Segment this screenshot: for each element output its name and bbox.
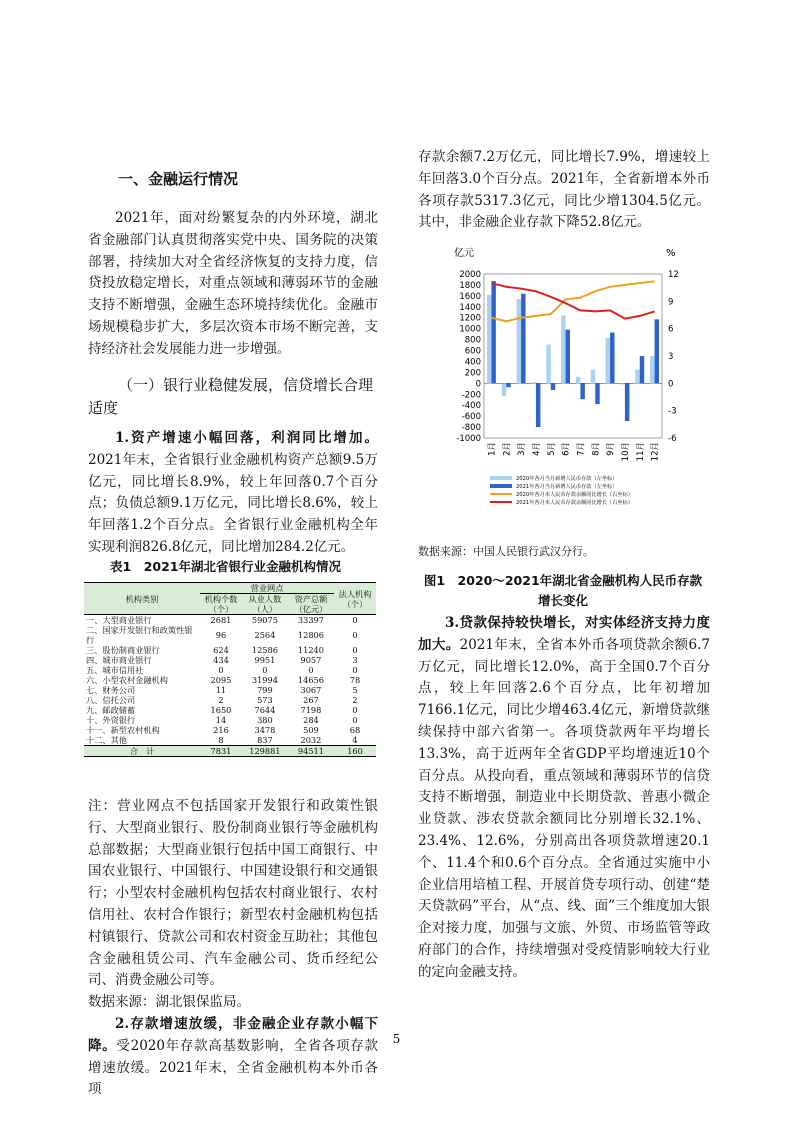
cell-count: 96: [215, 630, 227, 640]
cell-legal: 4: [352, 735, 358, 745]
cell-count: 14: [215, 715, 227, 725]
cell-name: 三、股份制商业银行: [86, 645, 160, 655]
left-tick-label: -200: [461, 390, 481, 401]
para2-body-left: 受2020年存款高基数影响，全省各项存款增速放缓。2021年末，全省金融机构本外币各项: [88, 1037, 378, 1098]
cell-assets: 12806: [297, 630, 324, 640]
table-row: [84, 665, 376, 675]
bar-2021: [640, 356, 644, 383]
x-tick-label: 5月: [546, 442, 557, 456]
cell-legal: 0: [352, 630, 358, 640]
left-tick-label: -1000: [456, 434, 481, 444]
bar-2021: [610, 332, 614, 383]
para3-body: 2021年末，全省本外币各项贷款余额6.7万亿元，同比增长12.0%，高于全国0.7个百分点，较上年回落2.6个百分点，比年初增加7166.1亿元，同比少增463.4亿元，新增贷款继续保持中部六省第一。各项贷款两年平均增长13.3%，高于近两年全省GDP平均增速近10个百分点。从投向看，重点领域和薄弱环节的信贷支持不断增强，制造业中长期贷款、普惠小微企业贷款、涉农贷款余额同比分别增长32.1%、23.4%、12.6%，分别高出各项贷款增速20.1个、11.4个和0.6个百分点。全省通过实施中小企业信用培植工程、开展首贷专项行动、创建“楚天贷款码”平台，从“点、线、面”三个维度加大银企对接力度，加强与文旅、外贸、市场监管等政府部门的合作，持续增强对受疫情影响较大行业的定向金融支持。: [418, 636, 711, 980]
x-tick-label: 12月: [650, 442, 661, 462]
x-tick-label: 2月: [502, 442, 513, 456]
bar-2020: [502, 383, 506, 396]
cell-count: 216: [213, 725, 229, 735]
bar-2021: [551, 383, 555, 390]
chart-source: 数据来源：中国人民银行武汉分行。: [418, 545, 594, 558]
deposit-chart: [440, 240, 700, 530]
table-note: 注：营业网点不包括国家开发银行和政策性银行、大型商业银行、股份制商业银行等金融机构总部数据；大型商业银行包括中国工商银行、中国农业银行、中国银行、中国建设银行和交通银行；小型农村金融机构包括农村商业银行、农村信用社、农村合作银行；新型农村金融机构包括村镇银行、贷款公司和农村资金互助社；其他包含金融租赁公司、汽车金融公司、货币经纪公司、消费金融公司等。: [88, 798, 378, 989]
th-group: 营业网点: [200, 583, 334, 594]
bar-2020: [487, 295, 491, 384]
legend-label: 2020年各月当月新增人民币存款（左坐标）: [516, 476, 618, 482]
cell-assets: 94511: [288, 746, 334, 757]
right-tick-label: 12: [668, 270, 679, 280]
bar-2020: [591, 370, 595, 384]
cell-name: 十二、其他: [86, 735, 127, 745]
cell-staff: 380: [257, 715, 273, 725]
right-tick-label: 6: [668, 324, 674, 335]
right-tick-label: -6: [668, 434, 677, 444]
cell-staff: 9951: [254, 655, 276, 665]
cell-name: 十一、新型农村机构: [86, 725, 160, 735]
table-note-block: [88, 796, 378, 1101]
intro-paragraph: 2021年，面对纷繁复杂的内外环境，湖北省金融部门认真贯彻落实党中央、国务院的决策部署，持续加大对全省经济恢复的支持力度，信贷投放稳定增长，对重点领域和薄弱环节的金融支持不断增强，金融生态环境持续优化。金融市场规模稳步扩大，多层次资本市场不断完善，支持经济社会发展能力进一步增强。: [88, 210, 378, 357]
para3-head: 3.贷款保持较快增长，对实体经济支持力度加大。: [418, 615, 710, 653]
deposit-chart-svg: [440, 240, 700, 530]
bar-2020: [561, 316, 565, 384]
left-tick-label: 2000: [459, 270, 481, 280]
cell-name: 五、城市信用社: [86, 665, 144, 675]
cell-legal: 2: [352, 695, 358, 705]
legend-swatch: [490, 476, 512, 480]
th-count: 机构个数（个）: [200, 594, 242, 615]
cell-staff: 59075: [251, 615, 278, 625]
cell-count: 2681: [210, 615, 232, 625]
th-assets: 资产总额（亿元）: [288, 594, 334, 615]
cell-name: 合 计: [84, 746, 200, 757]
cell-staff: 573: [257, 695, 273, 705]
table-row: [84, 625, 376, 645]
table-row: [84, 685, 376, 695]
x-tick-label: 6月: [561, 442, 572, 456]
left-tick-label: 400: [464, 357, 481, 368]
cell-legal: 0: [352, 665, 358, 675]
bar-2021: [521, 294, 525, 384]
cell-count: 624: [213, 645, 229, 655]
line-2021: [491, 283, 654, 319]
right-tick-label: 3: [668, 352, 674, 362]
cell-assets: 284: [303, 715, 319, 725]
cell-staff: 31994: [251, 675, 278, 685]
right-tick-label: 9: [668, 297, 674, 308]
left-tick-label: 600: [464, 346, 481, 357]
table-row: [84, 695, 376, 705]
table-row: [84, 715, 376, 725]
cell-name: 八、信托公司: [86, 695, 136, 705]
table-row: [84, 645, 376, 655]
bar-2021: [506, 383, 510, 387]
cell-legal: 0: [352, 615, 358, 625]
legend-label: 2020年各月末人民币存款余额同比增长（右坐标）: [516, 492, 633, 498]
cell-staff: 2564: [254, 630, 276, 640]
left-tick-label: -600: [461, 412, 481, 423]
bar-2020: [606, 338, 610, 383]
cell-legal: 5: [352, 685, 358, 695]
cell-assets: 509: [303, 725, 319, 735]
cell-count: 2: [218, 695, 224, 705]
left-tick-label: -800: [461, 423, 481, 434]
para1-block: [88, 428, 378, 559]
right-tick-label: -3: [668, 406, 677, 417]
x-tick-label: 10月: [620, 442, 631, 462]
page-number: 5: [392, 1032, 401, 1046]
cell-assets: 267: [303, 695, 319, 705]
figure-caption: 图1 2020～2021年湖北省金融机构人民币存款增长变化: [423, 573, 703, 608]
left-tick-label: -400: [461, 401, 481, 412]
bar-2020: [650, 356, 654, 383]
bar-2020: [635, 370, 639, 384]
bar-2021: [625, 383, 629, 421]
bank-institutions-table: [84, 582, 376, 757]
para3-block: [418, 613, 710, 984]
subsection-title: （一）银行业稳健发展，信贷增长合理适度: [88, 376, 374, 417]
bar-2021: [491, 281, 495, 383]
bar-2020: [531, 382, 535, 383]
cell-count: 8: [218, 735, 224, 745]
cell-assets: 2032: [300, 735, 322, 745]
cell-count: 1650: [210, 705, 232, 715]
cell-legal: 3: [352, 655, 358, 665]
left-axis-label: 亿元: [454, 248, 474, 259]
cell-legal: 78: [349, 675, 361, 685]
x-tick-label: 4月: [531, 442, 542, 456]
table-total-row: [84, 746, 376, 757]
cell-assets: 14656: [297, 675, 324, 685]
cell-legal: 0: [352, 715, 358, 725]
x-tick-label: 8月: [591, 442, 602, 456]
table-row: [84, 675, 376, 685]
para2-body-right: 存款余额7.2万亿元，同比增长7.9%，增速较上年回落3.0个百分点。2021年，全省新增本外币各项存款5317.3亿元，同比少增1304.5亿元。其中，非金融企业存款下降52.8亿元。: [418, 149, 710, 231]
left-tick-label: 1400: [459, 302, 481, 313]
cell-staff: 0: [262, 665, 268, 675]
para2-head: 2.存款增速放缓，非金融企业存款小幅下降。: [88, 1015, 378, 1054]
cell-assets: 11240: [297, 645, 324, 655]
cell-legal: 160: [334, 746, 376, 757]
table-row: [84, 735, 376, 746]
section-title: 一、金融运行情况: [118, 170, 239, 188]
cell-name: 七、财务公司: [86, 685, 136, 695]
table-row: [84, 655, 376, 665]
x-tick-label: 7月: [576, 442, 587, 456]
para2: [88, 1014, 378, 1101]
para1-body: 2021年末，全省银行业金融机构资产总额9.5万亿元，同比增长8.9%，较上年回落0.7个百分点；负债总额9.1万亿元，同比增长8.6%，较上年回落1.2个百分点。全省银行业金融机构全年实现利润826.8亿元，同比增加284.2亿元。: [88, 451, 378, 555]
left-tick-label: 200: [464, 368, 481, 379]
cell-count: 0: [218, 665, 224, 675]
left-tick-label: 0: [475, 379, 481, 390]
cell-assets: 3067: [300, 685, 322, 695]
left-tick-label: 1000: [459, 324, 481, 335]
cell-count: 7831: [200, 746, 242, 757]
cell-assets: 7198: [300, 705, 322, 715]
bar-2020: [517, 299, 521, 383]
cell-count: 434: [213, 655, 229, 665]
para2-continued: [418, 147, 710, 234]
table-row: [84, 615, 376, 626]
cell-name: 九、邮政储蓄: [86, 705, 136, 715]
bar-2020: [576, 377, 580, 384]
bar-2021: [536, 383, 540, 427]
cell-name: 四、城市商业银行: [86, 655, 152, 665]
cell-legal: 68: [349, 725, 361, 735]
intro-block: [88, 208, 378, 361]
legend-label: 2021年各月末人民币存款余额同比增长（右坐标）: [516, 500, 633, 506]
cell-staff: 3478: [254, 725, 276, 735]
cell-name: 一、大型商业银行: [86, 615, 152, 625]
legend-swatch: [490, 484, 512, 488]
bar-2020: [546, 345, 550, 384]
bar-2021: [595, 383, 599, 404]
th-legal: 法人机构（个）: [334, 583, 376, 615]
left-tick-label: 800: [464, 335, 481, 346]
bar-2021: [580, 383, 584, 399]
para3: [418, 613, 710, 984]
cell-legal: 0: [352, 705, 358, 715]
cell-name: 六、小型农村金融机构: [86, 675, 168, 685]
left-tick-label: 1600: [459, 291, 481, 302]
bar-2021: [655, 319, 659, 383]
x-tick-label: 1月: [487, 442, 498, 456]
table-caption: 表1 2021年湖北省银行业金融机构情况: [110, 559, 341, 574]
left-tick-label: 1200: [459, 313, 481, 324]
cell-staff: 837: [257, 735, 273, 745]
right-tick-label: 0: [668, 379, 674, 390]
para1: [88, 428, 378, 559]
left-tick-label: 1800: [459, 280, 481, 291]
th-category: 机构类别: [84, 583, 200, 615]
cell-name: 十、外资银行: [86, 715, 136, 725]
th-staff: 从业人数（人）: [242, 594, 288, 615]
bar-2021: [566, 330, 570, 384]
table-row: [84, 725, 376, 735]
cell-staff: 129881: [242, 746, 288, 757]
para1-head: 1.资产增速小幅回落，利润同比增加。: [115, 430, 378, 446]
x-tick-label: 3月: [517, 442, 528, 456]
cell-assets: 9057: [300, 655, 322, 665]
cell-count: 2095: [210, 675, 232, 685]
legend-label: 2021年各月当月新增人民币存款（左坐标）: [516, 484, 618, 490]
x-tick-label: 9月: [606, 442, 617, 456]
table-source: 数据来源：湖北银保监局。: [88, 994, 250, 1011]
cell-staff: 799: [257, 685, 273, 695]
cell-assets: 0: [308, 665, 314, 675]
cell-legal: 0: [352, 645, 358, 655]
cell-staff: 7644: [254, 705, 276, 715]
right-axis-label: %: [666, 248, 676, 259]
bar-2020: [620, 383, 624, 384]
cell-assets: 33397: [297, 615, 324, 625]
table-row: [84, 705, 376, 715]
x-tick-label: 11月: [635, 442, 646, 462]
cell-name: 二、国家开发银行和政策性银行: [86, 625, 193, 645]
cell-staff: 12586: [251, 645, 278, 655]
cell-count: 11: [215, 685, 227, 695]
